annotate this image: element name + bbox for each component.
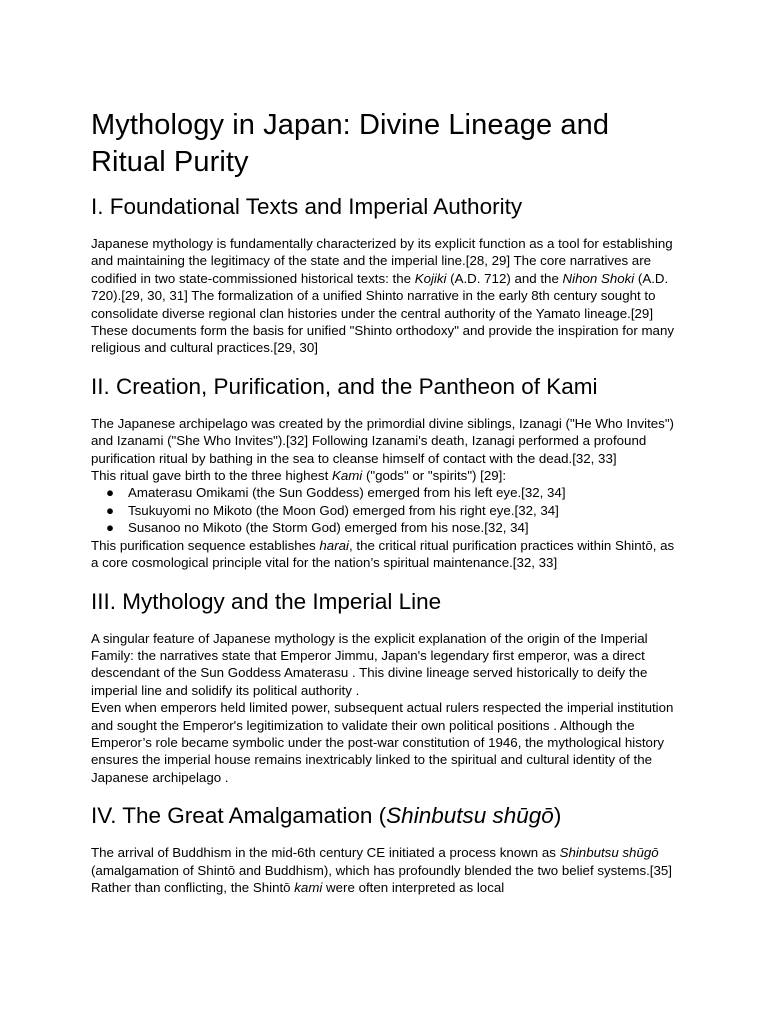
heading-text-run: ) — [553, 803, 562, 829]
paragraph-amalgamation — [91, 844, 680, 896]
section-heading-amalgamation — [91, 802, 680, 830]
text-run: (A.D. 712) and the — [446, 270, 563, 286]
paragraph-emperor-role: Even when emperors held limited power, subsequent actual rulers respected the imperial institution and sought the Emperor's legitimization to validate their own political positions . Although the Emperor’s role became symbolic under the post-war constitution of 1946, the mythological history ensures the imperial house remains inextricably linked to the spiritual and cultural identity of the Japanese archipelago . — [91, 700, 674, 785]
list-item — [91, 519, 680, 536]
text-run: ("gods" or "spirits") [29]: — [362, 468, 507, 484]
list-item — [91, 484, 680, 501]
text-run: The arrival of Buddhism in the mid-6th century CE initiated a process known as — [91, 845, 560, 861]
kami-term: kami — [294, 879, 323, 895]
list-item-text: Amaterasu Omikami (the Sun Goddess) emerged from his left eye.[32, 34] — [128, 485, 566, 501]
section-heading-foundational-texts: I. Foundational Texts and Imperial Authority — [91, 194, 523, 219]
shinbutsu-shugo-term: Shinbutsu shūgō — [559, 845, 659, 861]
paragraph-ritual-birth — [91, 467, 680, 484]
bullet-icon: ● — [106, 485, 115, 501]
text-run: (amalgamation of Shintō and Buddhism), which has profoundly blended the two belief systems.[35] Rather than conflicting, the Shintō — [91, 862, 672, 895]
section-heading-imperial-line: III. Mythology and the Imperial Line — [91, 588, 442, 614]
section-heading-creation: II. Creation, Purification, and the Pantheon of Kami — [91, 373, 598, 399]
text-run: (A.D. 720).[29, 30, 31] The formalization of a unified Shinto narrative in the early 8th century sought to consolidate diverse regional clan histories under the central authority of the Yamato lineage.[29] These documents form the basis for unified "Shinto orthodoxy" and provide the inspiration for many religious and cultural practices.[29, 30] — [91, 270, 674, 356]
paragraph-creation: The Japanese archipelago was created by the primordial divine siblings, Izanagi ("He Who Invites") and Izanami ("She Who Invites").[32] Following Izanami's death, Izanagi performed a profound purification ritual by bathing in the sea to cleanse himself of contact with the dead.[32, 33] — [91, 415, 674, 466]
paragraph-foundational-texts — [91, 235, 680, 357]
bullet-icon: ● — [106, 520, 115, 536]
nihon-shoki-term: Nihon Shoki — [562, 270, 635, 286]
paragraph-harai — [91, 537, 680, 572]
text-run: This purification sequence establishes — [91, 537, 320, 553]
heading-text-run: IV. The Great Amalgamation ( — [91, 803, 387, 829]
paragraph-imperial-origin: A singular feature of Japanese mythology is the explicit explanation of the origin of the Imperial Family: the narratives state that Emperor Jimmu, Japan's legendary first emperor, was a direct descendant of the Sun Goddess Amaterasu . This divine lineage served historically to deify the imperial line and solidify its political authority . — [91, 630, 648, 698]
kojiki-term: Kojiki — [414, 270, 447, 286]
page-title: Mythology in Japan: Divine Lineage and Ritual Purity — [91, 109, 610, 178]
list-item — [91, 502, 680, 519]
text-run: were often interpreted as local — [322, 879, 505, 895]
text-run: Japanese mythology is fundamentally characterized by its explicit function as a tool for establishing and maintaining the legitimacy of the state and the imperial line.[28, 29] The core narratives are codified in two state-commissioned historical texts: the — [91, 236, 673, 286]
text-run: This ritual gave birth to the three highest — [91, 468, 332, 484]
shinbutsu-shugo-heading-term: Shinbutsu shūgō — [386, 803, 554, 829]
list-item-text: Tsukuyomi no Mikoto (the Moon God) emerged from his right eye.[32, 34] — [128, 502, 559, 518]
list-item-text: Susanoo no Mikoto (the Storm God) emerged from his nose.[32, 34] — [128, 520, 529, 536]
harai-term: harai — [319, 537, 349, 553]
kami-term: Kami — [331, 468, 363, 484]
bullet-icon: ● — [106, 502, 115, 518]
text-run: , the critical ritual purification practices within Shintō, as a core cosmological principle vital for the nation’s spiritual maintenance.[32, 33] — [91, 537, 675, 571]
kami-list — [91, 484, 680, 536]
